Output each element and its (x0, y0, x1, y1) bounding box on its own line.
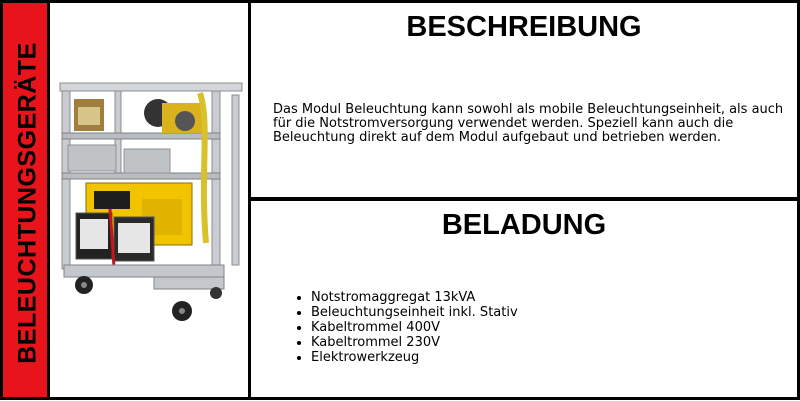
loading-list (287, 290, 518, 365)
sidebar-title: BELEUCHTUNGSGERÄTE (13, 42, 42, 364)
list-item: • Kabeltrommel 400V (311, 320, 518, 335)
list-item: • Kabeltrommel 230V (311, 335, 518, 350)
loading-heading: BELADUNG (441, 209, 607, 241)
description-panel (251, 0, 800, 199)
description-text: Das Modul Beleuchtung kann sowohl als mobile Beleuchtungseinheit, als auch für die Notstromversorgung verwendet werden. Speziell kann auch die Beleuchtung direkt auf dem Modul aufgebaut und betrieben werden. (273, 102, 784, 145)
equipment-photo (50, 0, 248, 400)
list-item: • Beleuchtungseinheit inkl. Stativ (311, 305, 518, 320)
list-item: • Elektrowerkzeug (311, 350, 518, 365)
loading-panel (251, 199, 800, 400)
sidebar-band (0, 0, 50, 400)
equipment-cart-image (50, 3, 248, 397)
list-item: • Notstromaggregat 13kVA (311, 290, 518, 305)
description-heading: BESCHREIBUNG (406, 11, 642, 43)
